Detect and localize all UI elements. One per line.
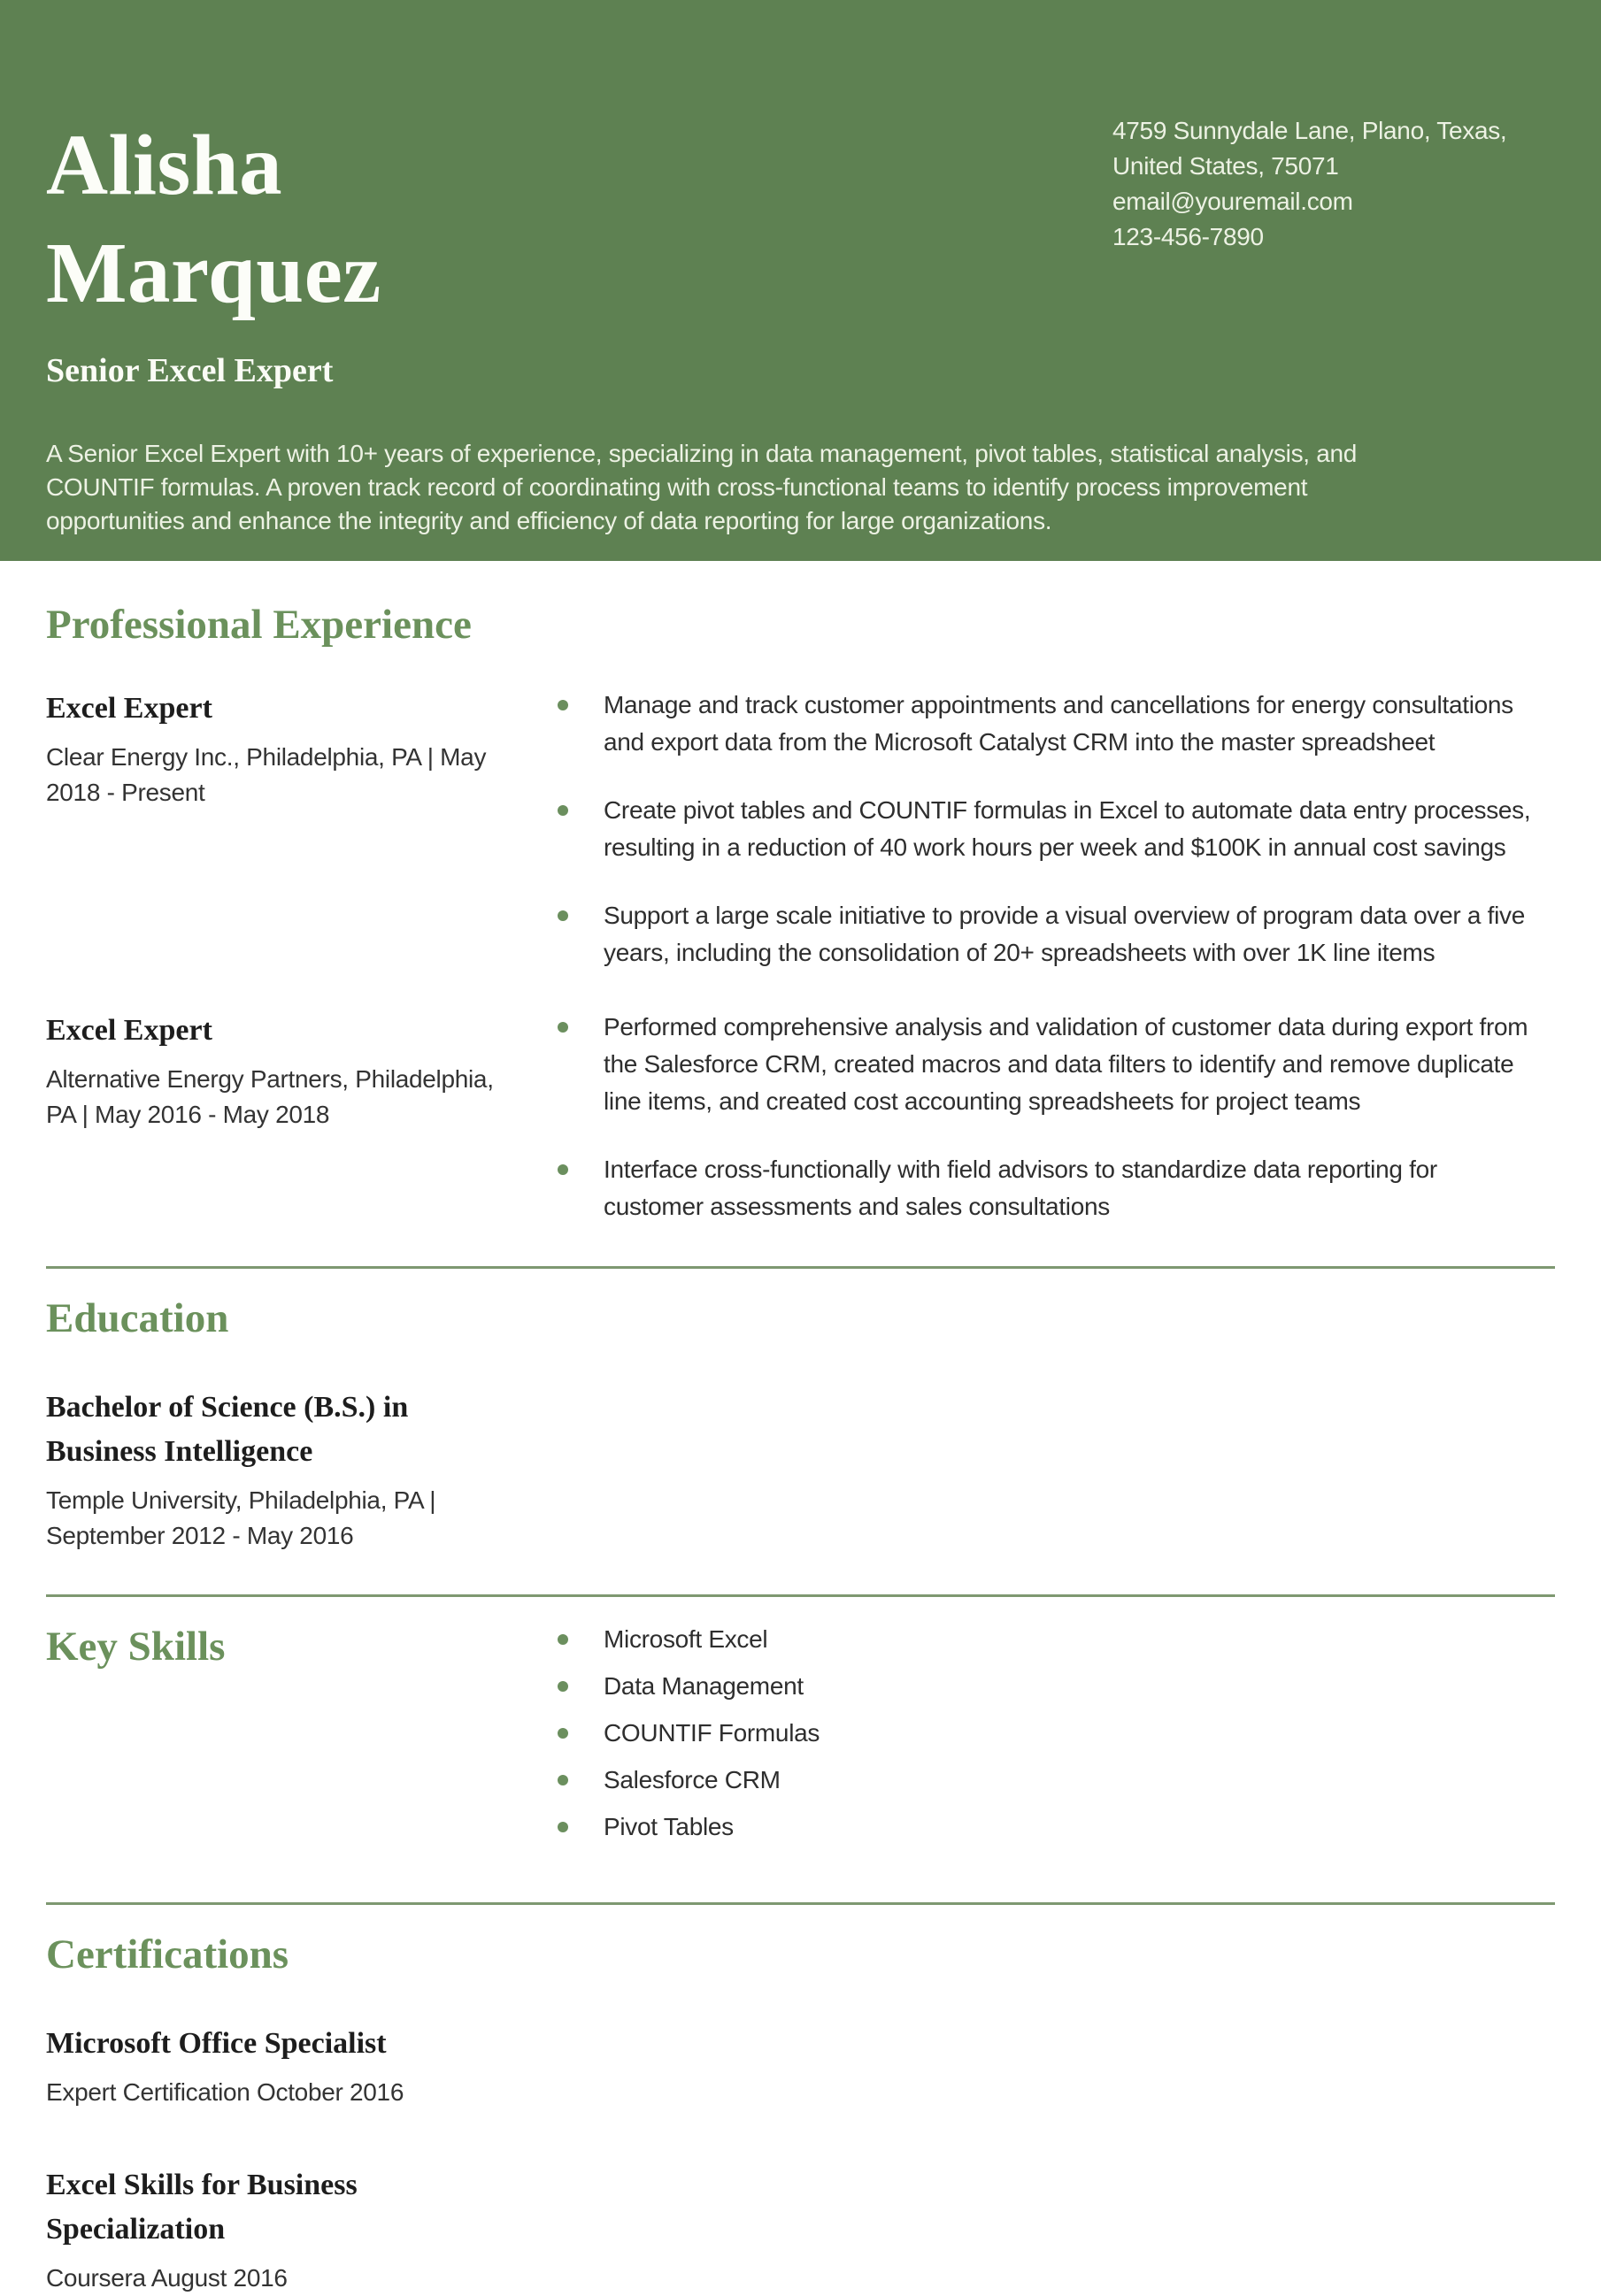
section-experience bbox=[46, 600, 1555, 1225]
candidate-last-name: Marquez bbox=[46, 226, 381, 320]
bullet-text: Create pivot tables and COUNTIF formulas in Excel to automate data entry processes, resulting in a reduction of 40 work hours per week and $100K in annual cost savings bbox=[604, 796, 1531, 861]
education-meta: Temple University, Philadelphia, PA | September 2012 - May 2016 bbox=[46, 1486, 436, 1549]
skill-item bbox=[558, 1815, 1555, 1839]
degree-title: Bachelor of Science (B.S.) in Business Intelligence bbox=[46, 1391, 409, 1468]
job-bullets bbox=[558, 687, 1555, 971]
candidate-first-name: Alisha bbox=[46, 118, 283, 212]
skill-item bbox=[558, 1627, 1555, 1652]
section-heading-skills: Key Skills bbox=[46, 1624, 226, 1670]
bullet-dot bbox=[558, 1681, 568, 1692]
certification-entry bbox=[46, 2163, 1555, 2296]
candidate-name bbox=[46, 111, 381, 327]
certification-name: Microsoft Office Specialist bbox=[46, 2027, 387, 2060]
job-entry-2 bbox=[46, 1009, 1555, 1225]
contact-address-line-1: 4759 Sunnydale Lane, Plano, Texas, bbox=[1112, 117, 1507, 144]
skill-item bbox=[558, 1721, 1555, 1746]
skill-text: COUNTIF Formulas bbox=[604, 1719, 820, 1747]
job-entry-1 bbox=[46, 687, 1555, 971]
bullet-text: Interface cross-functionally with field advisors to standardize data reporting for customer assessments and sales consultations bbox=[604, 1156, 1437, 1220]
bullet-dot bbox=[558, 805, 568, 816]
section-education bbox=[46, 1294, 1555, 1554]
bullet-dot bbox=[558, 1822, 568, 1832]
contact-phone: 123-456-7890 bbox=[1112, 223, 1264, 250]
bullet-dot bbox=[558, 1164, 568, 1175]
bullet-text: Manage and track customer appointments and cancellations for energy consultations and export data from the Microsoft Catalyst CRM into the master spreadsheet bbox=[604, 691, 1513, 756]
certification-meta: Expert Certification October 2016 bbox=[46, 2078, 404, 2106]
bullet-text: Performed comprehensive analysis and validation of customer data during export from the Salesforce CRM, created macros and data filters to identify and remove duplicate line items, and created cost accounting spreadsheets for project teams bbox=[604, 1013, 1528, 1115]
job-bullets bbox=[558, 1009, 1555, 1225]
professional-summary: A Senior Excel Expert with 10+ years of experience, specializing in data management, pivot tables, statistical analysis, and COUNTIF formulas. A proven track record of coordinating with cross-functional teams to identify process improvement opportunities and enhance the integrity and efficiency of data reporting for large organizations. bbox=[46, 440, 1358, 534]
certification-name: Excel Skills for Business Specialization bbox=[46, 2169, 358, 2246]
section-heading-education: Education bbox=[46, 1295, 229, 1341]
header-top-row bbox=[46, 111, 1555, 327]
skill-text: Data Management bbox=[604, 1672, 804, 1700]
job-entry-2-left bbox=[46, 1009, 506, 1225]
contact-email: email@youremail.com bbox=[1112, 188, 1353, 215]
bullet-dot bbox=[558, 700, 568, 710]
skill-text: Microsoft Excel bbox=[604, 1625, 768, 1653]
bullet-item bbox=[558, 1151, 1531, 1225]
bullet-item bbox=[558, 792, 1531, 866]
bullet-item bbox=[558, 1009, 1531, 1120]
job-title: Excel Expert bbox=[46, 692, 212, 725]
contact-info bbox=[1112, 113, 1555, 255]
bullet-dot bbox=[558, 1022, 568, 1033]
bullet-text: Support a large scale initiative to provide a visual overview of program data over a five years, including the consolidation of 20+ spreadsheets with over 1K line items bbox=[604, 902, 1525, 966]
job-meta: Alternative Energy Partners, Philadelphia, PA | May 2016 - May 2018 bbox=[46, 1065, 494, 1128]
bullet-dot bbox=[558, 1728, 568, 1739]
resume-body bbox=[0, 600, 1601, 2296]
section-skills bbox=[46, 1597, 1555, 1862]
skills-list bbox=[558, 1627, 1555, 1862]
bullet-dot bbox=[558, 1634, 568, 1645]
candidate-title: Senior Excel Expert bbox=[46, 352, 334, 389]
skills-row bbox=[46, 1597, 1555, 1862]
job-title: Excel Expert bbox=[46, 1014, 212, 1047]
section-certifications bbox=[46, 1930, 1555, 2296]
skill-item bbox=[558, 1768, 1555, 1793]
bullet-dot bbox=[558, 1775, 568, 1785]
section-heading-certifications: Certifications bbox=[46, 1931, 289, 1977]
bullet-dot bbox=[558, 910, 568, 921]
section-heading-experience: Professional Experience bbox=[46, 602, 472, 648]
skill-item bbox=[558, 1674, 1555, 1699]
certification-meta: Coursera August 2016 bbox=[46, 2264, 288, 2292]
section-divider bbox=[46, 1266, 1555, 1269]
job-meta: Clear Energy Inc., Philadelphia, PA | May 2018 - Present bbox=[46, 743, 487, 806]
skill-text: Salesforce CRM bbox=[604, 1766, 781, 1793]
resume-header bbox=[0, 0, 1601, 561]
certification-entry bbox=[46, 2022, 1555, 2110]
section-divider bbox=[46, 1902, 1555, 1905]
skill-text: Pivot Tables bbox=[604, 1813, 734, 1840]
bullet-item bbox=[558, 687, 1531, 761]
bullet-item bbox=[558, 897, 1531, 971]
contact-address-line-2: United States, 75071 bbox=[1112, 152, 1339, 180]
job-entry-1-left bbox=[46, 687, 506, 971]
